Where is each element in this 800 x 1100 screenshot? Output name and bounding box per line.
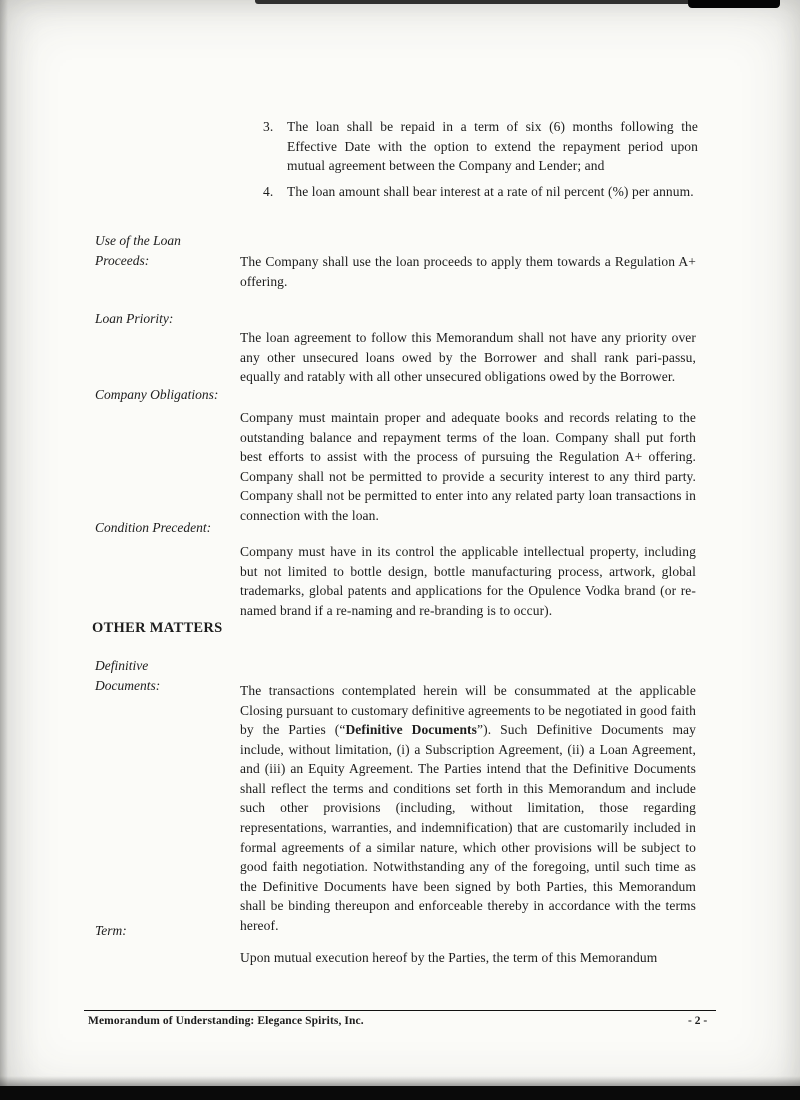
scan-artifact-bottom-shadow (0, 1076, 800, 1086)
footer-page-number: - 2 - (688, 1015, 708, 1027)
section-body-term: Upon mutual execution hereof by the Parties, the term of this Memorandum (240, 950, 658, 965)
section-label-company-obligations: Company Obligations: (95, 387, 219, 402)
scan-artifact-bottom-band (0, 1086, 800, 1100)
section-label-use-of-loan-proceeds: Use of the Loan Proceeds: (95, 233, 181, 269)
definitive-body-post: ”). Such Definitive Documents may include, without limitation, (i) a Subscription Agreement, (ii) a Loan Agreement, and (iii) an Equity Agreement. The Parties intend that the Definitive Documents shall reflect the terms and conditions set forth in this Memorandum and include such other provisions (including, without limitation, those regarding representations, warranties, and indemnification) that are customarily included in formal agreements of a similar nature, which other provisions will be subject to good faith negotiation. Notwithstanding any of the foregoing, until such time as the Definitive Documents have been signed by both Parties, this Memorandum shall be binding thereupon and enforceable thereby in accordance with the terms hereof. (240, 722, 696, 933)
section-label-loan-priority: Loan Priority: (95, 311, 174, 326)
scan-artifact-top-line (255, 0, 725, 4)
scan-artifact-left-edge (0, 0, 8, 1100)
list-item-number: 3. (263, 119, 274, 134)
section-body-definitive-documents (240, 681, 696, 935)
section-label-condition-precedent: Condition Precedent: (95, 520, 212, 535)
definitive-body-pre: The transactions contemplated herein will be consummated at the applicable Closing pursuant to customary definitive agreements to be negotiated in good faith by the Parties (“ (240, 683, 696, 738)
section-body-use-of-loan-proceeds: The Company shall use the loan proceeds to apply them towards a Regulation A+ offering. (240, 254, 696, 289)
section-label-definitive-documents: Definitive Documents: (95, 658, 161, 694)
section-body-loan-priority: The loan agreement to follow this Memorandum shall not have any priority over any other unsecured loans owed by the Borrower and shall rank pari-passu, equally and ratably with all other unsecured obligations owed by the Borrower. (240, 330, 696, 385)
section-heading-other-matters: OTHER MATTERS (92, 620, 223, 636)
list-item-text: The loan shall be repaid in a term of six (6) months following the Effective Date with the option to extend the repayment period upon mutual agreement between the Company and Lender; and (287, 119, 698, 174)
section-label-term: Term: (95, 923, 127, 938)
list-item (263, 182, 698, 202)
definitive-body-bold-term: Definitive Documents (345, 722, 478, 738)
scan-artifact-top-blob (688, 0, 780, 8)
section-body-condition-precedent: Company must have in its control the applicable intellectual property, including but not limited to bottle design, bottle manufacturing process, artwork, global trademarks, global patents and applications for the Opulence Vodka brand (or re-named brand if a re-naming and re-branding is to occur). (240, 544, 696, 618)
list-item-text: The loan amount shall bear interest at a rate of nil percent (%) per annum. (287, 183, 694, 199)
section-body-company-obligations: Company must maintain proper and adequate books and records relating to the outstanding balance and repayment terms of the loan. Company shall put forth best efforts to assist with the process of pursuing the Regulation A+ offering. Company shall not be permitted to provide a security interest to any third party. Company shall not be permitted to enter into any related party loan transactions in connection with the loan. (240, 410, 696, 523)
list-item (263, 117, 698, 176)
footer-rule (84, 1010, 716, 1011)
list-item-number: 4. (263, 183, 274, 199)
numbered-list (263, 117, 698, 207)
footer-document-title: Memorandum of Understanding: Elegance Spirits, Inc. (88, 1015, 364, 1027)
